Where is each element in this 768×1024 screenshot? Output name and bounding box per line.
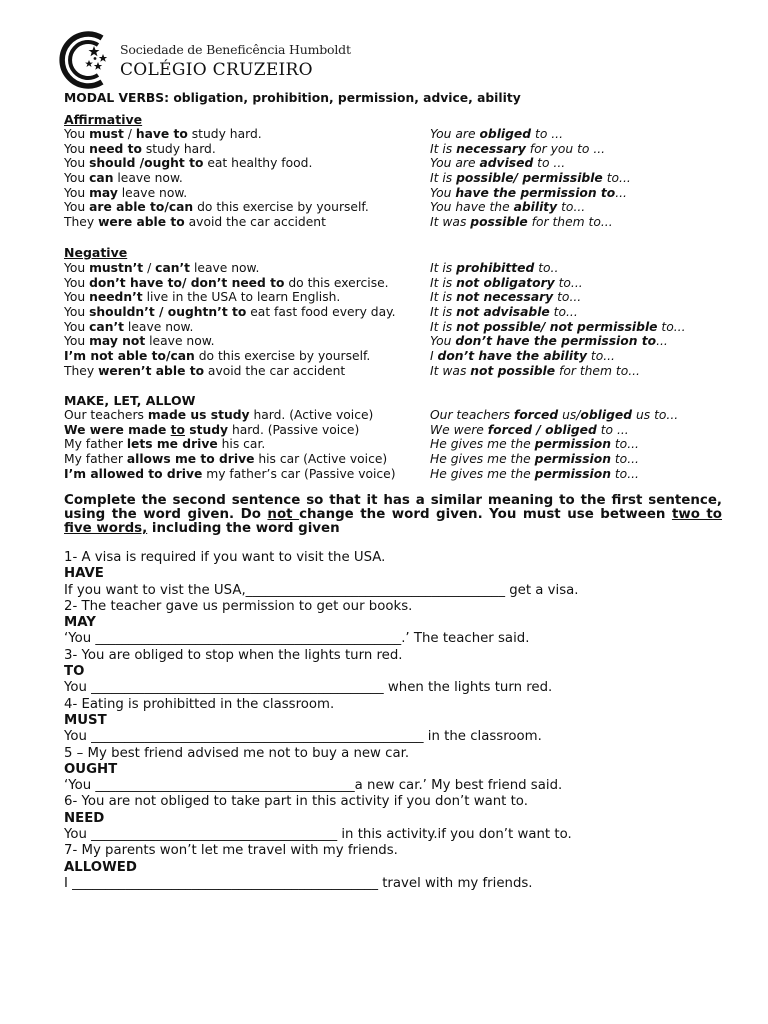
modal-sentence: You may not leave now.	[64, 334, 215, 349]
exercise-question: 6- You are not obliged to take part in this activity if you don’t want to.	[64, 794, 528, 810]
exercise-keyword: ALLOWED	[64, 859, 137, 875]
table-row	[64, 200, 724, 215]
meaning-paraphrase: You have the permission to...	[430, 185, 627, 200]
modal-sentence: My father allows me to drive his car (Active voice)	[64, 452, 388, 467]
table-row	[64, 437, 724, 452]
modal-sentence: Our teachers made us study hard. (Active voice)	[64, 408, 374, 422]
meaning-paraphrase: It is not necessary to...	[430, 290, 582, 305]
modal-sentence: You can leave now.	[64, 171, 183, 186]
modal-sentence: You shouldn’t / oughtn’t to eat fast food every day.	[64, 305, 396, 320]
meaning-paraphrase: It is not possible/ not permissible to...	[430, 319, 686, 334]
table-row	[64, 156, 724, 171]
table-row	[64, 364, 724, 379]
modal-sentence: You should /ought to eat healthy food.	[64, 156, 313, 171]
table-row	[64, 127, 724, 142]
table-row	[64, 334, 724, 349]
exercise-answer-line: If you want to vist the USA,_______________________________________ get a visa.	[64, 582, 579, 598]
table-row	[64, 171, 724, 186]
exercise-answer-line: You ____________________________________________ when the lights turn red.	[64, 680, 553, 696]
meaning-paraphrase: It is not advisable to...	[430, 305, 578, 320]
meaning-paraphrase: It is possible/ permissible to...	[430, 171, 631, 186]
exercise-question: 5 – My best friend advised me not to buy a new car.	[64, 745, 410, 761]
modal-sentence: They were able to avoid the car accident	[64, 215, 326, 230]
exercise-answer-line: ‘You ______________________________________________.’ The teacher said.	[64, 631, 530, 647]
make-let-allow-table	[64, 408, 724, 481]
modal-sentence: You may leave now.	[64, 185, 188, 200]
exercise-question: 1- A visa is required if you want to visit the USA.	[64, 550, 386, 565]
modal-sentence: We were made to study hard. (Passive voice)	[64, 422, 360, 437]
modal-sentence: My father lets me drive his car.	[64, 437, 266, 452]
school-logo-icon	[58, 30, 118, 90]
exercise-answer-line: You _____________________________________ in this activity.if you don’t want to.	[64, 827, 572, 843]
section-heading-affirmative: Affirmative	[64, 112, 143, 127]
meaning-paraphrase: It is necessary for you to ...	[430, 141, 606, 156]
meaning-paraphrase: You are advised to ...	[430, 156, 566, 171]
modal-sentence: You must / have to study hard.	[64, 127, 262, 141]
exercise-question: 7- My parents won’t let me travel with my friends.	[64, 843, 398, 859]
table-row	[64, 452, 724, 467]
exercise-keyword: OUGHT	[64, 761, 118, 777]
meaning-paraphrase: I don’t have the ability to...	[430, 349, 615, 364]
exercise-list	[64, 550, 724, 892]
table-row	[64, 408, 724, 423]
meaning-paraphrase: It was not possible for them to...	[430, 363, 640, 378]
affirmative-table	[64, 127, 724, 230]
table-row	[64, 305, 724, 320]
meaning-paraphrase: You don’t have the permission to...	[430, 334, 668, 349]
exercise-question: 2- The teacher gave us permission to get our books.	[64, 598, 413, 614]
table-row	[64, 261, 724, 276]
table-row	[64, 290, 724, 305]
meaning-paraphrase: You are obliged to ...	[430, 127, 563, 141]
modal-sentence: I’m not able to/can do this exercise by yourself.	[64, 349, 371, 364]
exercise-keyword: HAVE	[64, 566, 104, 582]
modal-sentence: You are able to/can do this exercise by yourself.	[64, 200, 369, 215]
meaning-paraphrase: You have the ability to...	[430, 200, 586, 215]
exercise-answer-line: ‘You _______________________________________a new car.’ My best friend said.	[64, 778, 563, 794]
table-row	[64, 215, 724, 230]
exercise-keyword: MUST	[64, 712, 107, 728]
exercise-question: 3- You are obliged to stop when the lights turn red.	[64, 647, 403, 663]
modal-sentence: You needn’t live in the USA to learn English.	[64, 290, 341, 305]
modal-sentence: You need to study hard.	[64, 141, 216, 156]
meaning-paraphrase: It is not obligatory to...	[430, 275, 583, 290]
table-row	[64, 186, 724, 201]
meaning-paraphrase: It was possible for them to...	[430, 215, 613, 230]
meaning-paraphrase: We were forced / obliged to ...	[430, 422, 629, 437]
table-row	[64, 467, 724, 482]
exercise-answer-line: You __________________________________________________ in the classroom.	[64, 729, 542, 745]
modal-sentence: I’m allowed to drive my father’s car (Passive voice)	[64, 466, 396, 481]
organization-name: Sociedade de Beneficência Humboldt	[120, 42, 351, 57]
meaning-paraphrase: It is prohibitted to..	[430, 261, 559, 275]
school-name: COLÉGIO CRUZEIRO	[120, 60, 313, 80]
negative-table	[64, 261, 724, 379]
section-heading-make-let-allow: MAKE, LET, ALLOW	[64, 393, 196, 408]
table-row	[64, 142, 724, 157]
exercise-question: 4- Eating is prohibitted in the classroom.	[64, 696, 335, 712]
section-heading-negative: Negative	[64, 245, 128, 260]
meaning-paraphrase: He gives me the permission to...	[430, 437, 639, 452]
modal-sentence: You mustn’t / can’t leave now.	[64, 261, 260, 275]
page-title: MODAL VERBS: obligation, prohibition, permission, advice, ability	[64, 91, 521, 105]
meaning-paraphrase: Our teachers forced us/obliged us to...	[430, 408, 679, 422]
modal-sentence: You can’t leave now.	[64, 319, 194, 334]
exercise-keyword: NEED	[64, 810, 105, 826]
meaning-paraphrase: He gives me the permission to...	[430, 466, 639, 481]
exercise-instructions: Complete the second sentence so that it has a similar meaning to the first sentence, using the word given. Do not change the word given. You must use between two to five words, including the word given	[64, 493, 723, 536]
exercise-keyword: TO	[64, 664, 85, 680]
table-row	[64, 349, 724, 364]
modal-sentence: You don’t have to/ don’t need to do this exercise.	[64, 275, 389, 290]
table-row	[64, 276, 724, 291]
exercise-answer-line: I ______________________________________________ travel with my friends.	[64, 875, 533, 891]
table-row	[64, 423, 724, 438]
modal-sentence: They weren’t able to avoid the car accident	[64, 363, 346, 378]
meaning-paraphrase: He gives me the permission to...	[430, 452, 639, 467]
exercise-keyword: MAY	[64, 615, 96, 631]
table-row	[64, 320, 724, 335]
